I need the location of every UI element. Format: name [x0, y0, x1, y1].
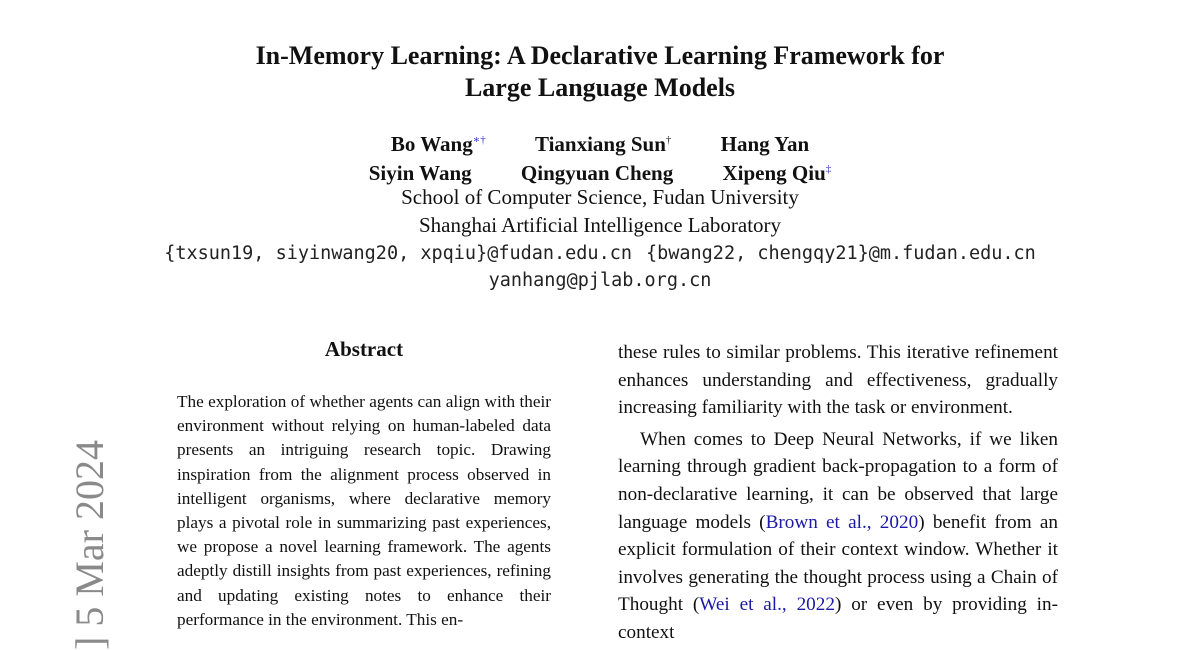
citation-brown-2020[interactable]: Brown et al., 2020 [765, 511, 919, 533]
author: Xipeng Qiu‡ [722, 161, 832, 185]
right-paragraph-1: these rules to similar problems. This iterative refinement enhances understanding and effectiveness, gradually increasing familiarity with the task or environment. [618, 342, 1058, 419]
author: Bo Wang∗† [390, 132, 486, 156]
title-line-1: In-Memory Learning: A Declarative Learning Framework for [255, 41, 945, 70]
email-line-1 [0, 240, 1200, 268]
title-line-2: Large Language Models [464, 73, 736, 102]
right-paragraph-2: When comes to Deep Neural Networks, if we liken learning through gradient back-propagation to a form of non-declarative learning, it can be observed that large language models (Brown et al., 2020) benefit from an explicit formulation of their context window. Whether it involves generating the thought process using a Chain of Thought (Wei et al., 2022) or even by providing in-context [618, 428, 1058, 643]
affiliation-fudan: School of Computer Science, Fudan University [401, 185, 799, 209]
email-fudan: {txsun19, siyinwang20, xpqiu}@fudan.edu.cn [164, 243, 632, 264]
author: Siyin Wang [368, 161, 472, 185]
arxiv-side-stamp: ] 5 Mar 2024 [67, 440, 112, 650]
abstract-body: The exploration of whether agents can align with their environment without relying on human-labeled data presents an intriguing research topic. Drawing inspiration from the alignment process observed in intelligent organisms, where declarative memory plays a pivotal role in summarizing past experiences, we propose a novel learning framework. The agents adeptly distill insights from past experiences, refining and updating existing notes to enhance their performance in the environment. This en- [177, 392, 551, 629]
author: Qingyuan Cheng [520, 161, 674, 185]
right-column [618, 339, 1058, 647]
author: Tianxiang Sun† [534, 132, 672, 156]
affiliation-shanghai-ai-lab: Shanghai Artificial Intelligence Laboratory [418, 213, 782, 237]
author-row-1 [0, 126, 1200, 158]
abstract-heading: Abstract [324, 337, 404, 361]
email-line-2: yanhang@pjlab.org.cn [488, 270, 712, 291]
paper-title [0, 40, 1200, 104]
email-m-fudan: {bwang22, chengqy21}@m.fudan.edu.cn [645, 243, 1036, 264]
author: Hang Yan [720, 132, 810, 156]
citation-wei-2022[interactable]: Wei et al., 2022 [699, 594, 835, 616]
